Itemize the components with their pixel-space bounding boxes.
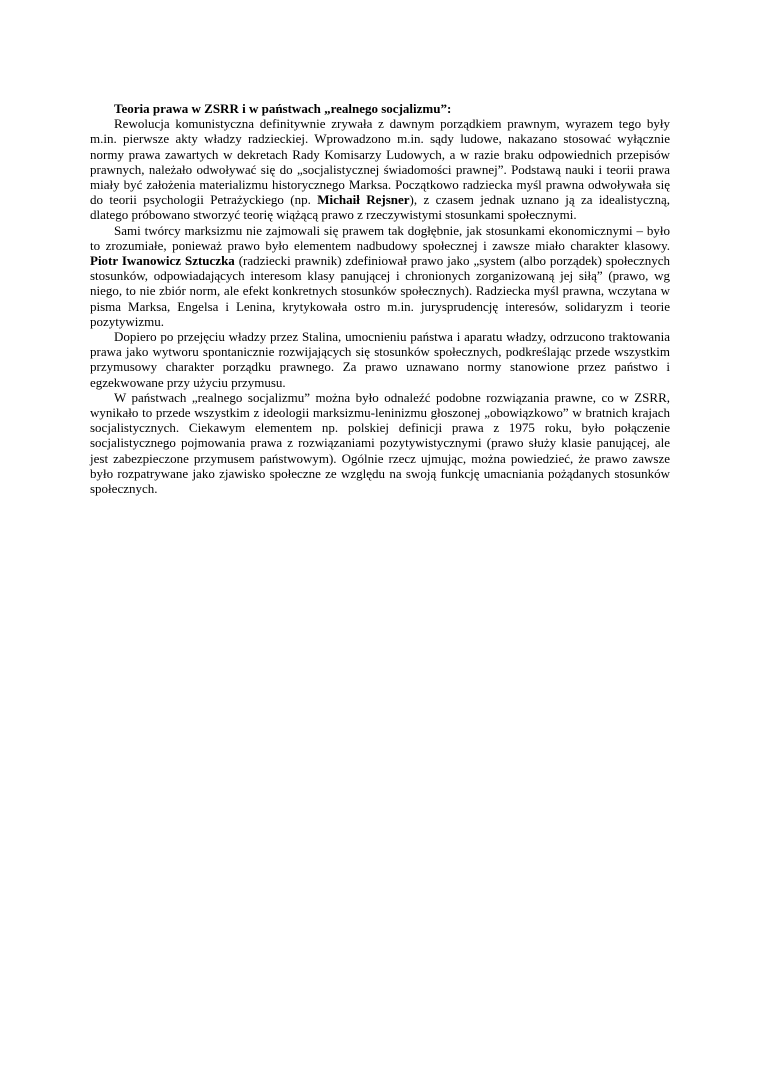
paragraph-text: Sami twórcy marksizmu nie zajmowali się prawem tak dogłębnie, jak stosunkami ekonomicznymi – było to zrozumiałe, ponieważ prawo było elementem nadbudowy społecznej i zawsze miało charakter klasowy. bbox=[90, 222, 670, 253]
paragraph-4 bbox=[90, 390, 670, 496]
paragraph-text: W państwach „realnego socjalizmu” można było odnaleźć podobne rozwiązania prawne, co w ZSRR, wynikało to przede wszystkim z ideologii marksizmu-leninizmu głoszonej „obowiązkowo” w bratnich krajach socjalistycznych. Ciekawym elementem np. polskiej definicji prawa z 1975 roku, było połączenie socjalistycznego pojmowania prawa z rozwiązaniami pozytywistycznymi (prawo służy klasie panującej, ale jest zabezpieczone przymusem państwowym). Ogólnie rzecz ujmując, można powiedzieć, że prawo zawsze było rozpatrywane jako zjawisko społeczne ze względu na swoją funkcję umacniania pożądanych stosunków społecznych. bbox=[90, 389, 670, 497]
person-name-rejsner: Michaił Rejsner bbox=[317, 192, 410, 208]
paragraph-text: (radziecki prawnik) zdefiniował prawo jako „system (albo porządek) społecznych stosunków, odpowiadających interesom klasy panującej i chronionych zorganizowaną jej siłą” (prawo, wg niego, to nie zbiór norm, ale efekt konkretnych stosunków społecznych). Radziecka myśl prawna, wczytana w pisma Marksa, Engelsa i Lenina, krytykowała ostro m.in. jurysprudencję interesów, solidaryzm i teorie pozytywizmu. bbox=[90, 253, 671, 329]
section-title: Teoria prawa w ZSRR i w państwach „realnego socjalizmu”: bbox=[114, 101, 452, 116]
paragraph-3 bbox=[90, 329, 670, 390]
paragraph-1 bbox=[90, 116, 670, 222]
person-name-sztuczka: Piotr Iwanowicz Sztuczka bbox=[90, 253, 235, 269]
paragraph-text: ), z czasem jednak uznano ją za idealistyczną, dlatego próbowano stworzyć teorię wiążącą prawo z rzeczywistymi stosunkami społecznymi. bbox=[90, 192, 671, 223]
paragraph-text: Rewolucja komunistyczna definitywnie zrywała z dawnym porządkiem prawnym, wyrazem tego były m.in. pierwsze akty władzy radzieckiej. Wprowadzono m.in. sądy ludowe, nakazano stosować wyłącznie normy prawa zawartych w dekretach Rady Komisarzy Ludowych, a w razie braku odpowiednich przepisów prawnych, należało odwoływać się do „socjalistycznej świadomości prawnej”. Podstawą nauki i teorii prawa miały być założenia materializmu historycznego Marksa. Początkowo radziecka myśl prawna odwoływała się do teorii psychologii Petrażyckiego (np. bbox=[90, 116, 670, 208]
document-body bbox=[90, 101, 670, 496]
paragraph-text: Dopiero po przejęciu władzy przez Stalina, umocnieniu państwa i aparatu władzy, odrzucono traktowania prawa jako wytworu spontanicznie rozwijających się stosunków społecznych, podkreślając przede wszystkim przymusowy charakter porządku prawnego. Za prawo uznawano normy stanowione przez państwo i egzekwowane przy użyciu przymusu. bbox=[90, 329, 670, 390]
paragraph-2 bbox=[90, 223, 670, 329]
